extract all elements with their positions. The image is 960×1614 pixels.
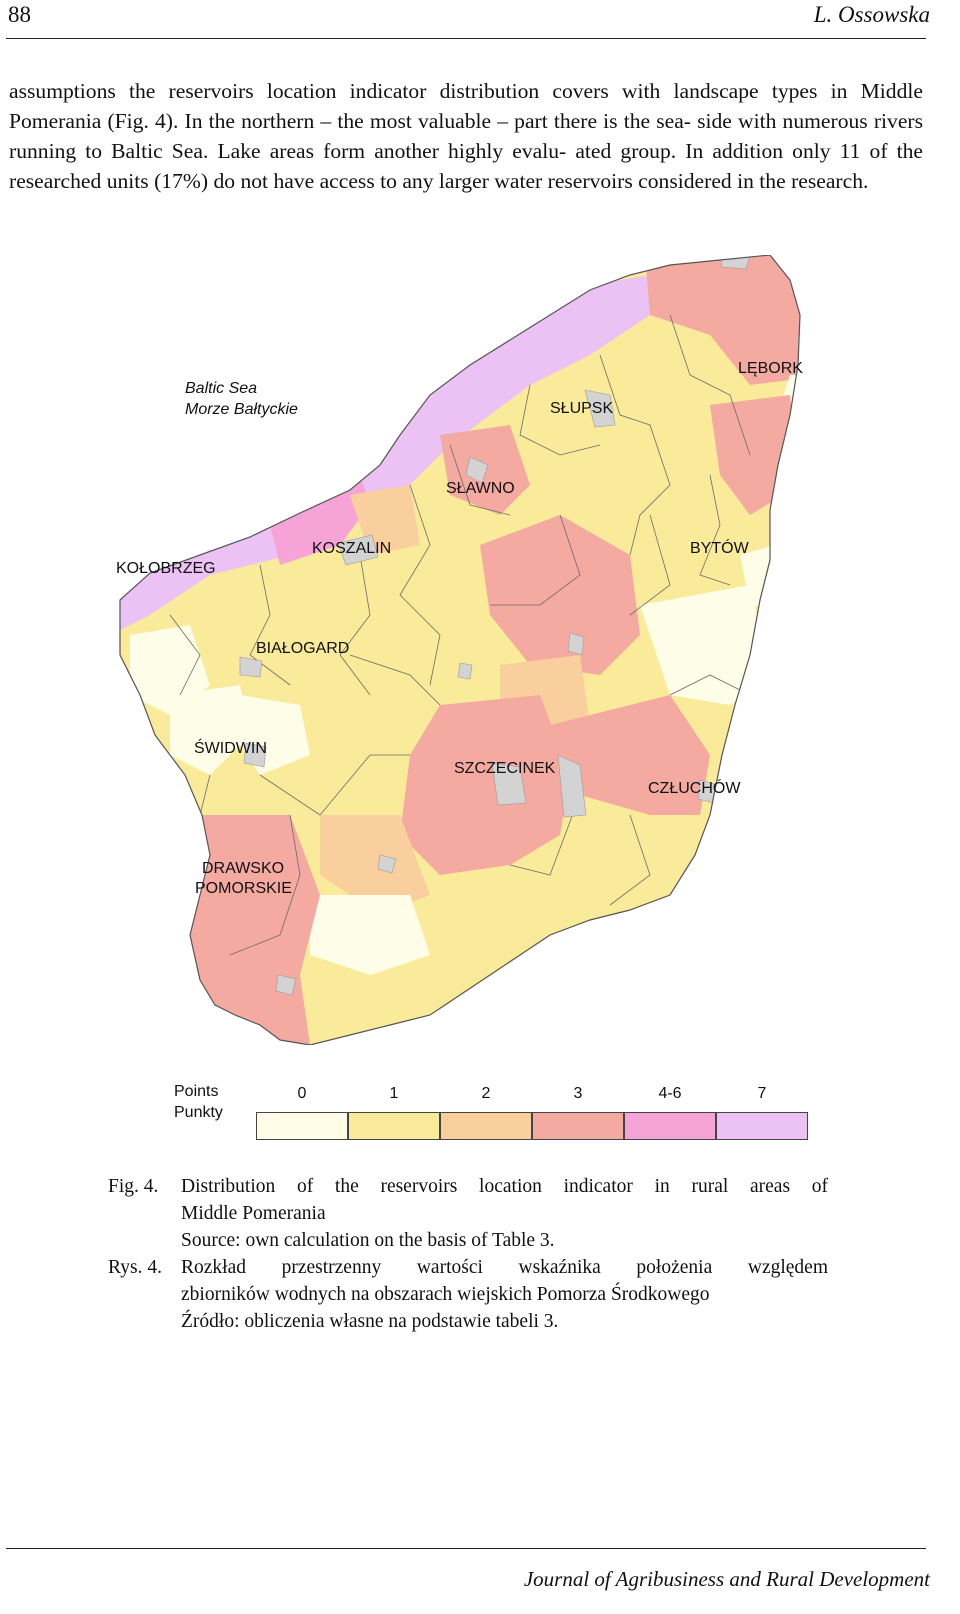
figure-caption-pl <box>108 1254 828 1336</box>
caption-line: Rozkład przestrzenny wartości wskaźnika położenia względem <box>181 1257 828 1278</box>
legend-swatch <box>348 1112 440 1140</box>
figure-label: Fig. 4. <box>108 1176 159 1197</box>
legend-title-pl: Punkty <box>174 1104 223 1121</box>
caption-source: Source: own calculation on the basis of Table 3. <box>181 1230 555 1251</box>
legend-swatch <box>716 1112 808 1140</box>
running-author: L. Ossowska <box>813 2 930 27</box>
caption-line: Middle Pomerania <box>181 1203 326 1224</box>
figure-caption-en <box>108 1173 828 1255</box>
figure-label-pl: Rys. 4. <box>108 1257 162 1278</box>
caption-line: Distribution of the reservoirs location indicator in rural areas of <box>181 1176 828 1197</box>
town-label-lebork: LĘBORK <box>738 360 803 377</box>
town-label-kolobrzeg: KOŁOBRZEG <box>116 560 216 577</box>
town-label-drawsko: DRAWSKO <box>202 860 285 877</box>
journal-name: Journal of Agribusiness and Rural Development <box>523 1567 930 1591</box>
town-label-slupsk: SŁUPSK <box>550 400 614 417</box>
sea-label-en: Baltic Sea <box>185 380 258 397</box>
header-rule <box>6 38 926 39</box>
body-line: side with numerous rivers running to Baltic Sea. Lake areas form another highly evalu- <box>9 109 923 163</box>
town-label-czluchow: CZŁUCHÓW <box>648 780 741 797</box>
town-label-koszalin: KOSZALIN <box>312 540 392 557</box>
footer-rule <box>6 1548 926 1549</box>
legend-swatch <box>256 1112 348 1140</box>
legend-value: 7 <box>757 1085 767 1102</box>
legend-title-en: Points <box>174 1083 219 1100</box>
choropleth-map <box>110 255 830 1045</box>
legend-value: 1 <box>389 1085 399 1102</box>
legend-value: 3 <box>573 1085 583 1102</box>
legend-swatch <box>440 1112 532 1140</box>
town-label-pomorskie: POMORSKIE <box>195 880 292 897</box>
caption-source: Źródło: obliczenia własne na podstawie tabeli 3. <box>181 1311 559 1332</box>
town-label-szczecinek: SZCZECINEK <box>454 760 556 777</box>
town-label-bytow: BYTÓW <box>690 540 749 557</box>
caption-line: zbiorników wodnych na obszarach wiejskich Pomorza Środkowego <box>181 1284 710 1305</box>
town-label-slawno: SŁAWNO <box>446 480 515 497</box>
legend-swatch <box>532 1112 624 1140</box>
legend-value: 0 <box>297 1085 307 1102</box>
page-number: 88 <box>8 2 31 27</box>
body-line: ated group. In addition only 11 of the researched units (17%) do not have access to any <box>9 139 923 193</box>
town-label-swidwin: ŚWIDWIN <box>194 740 267 757</box>
sea-label-pl: Morze Bałtyckie <box>185 401 298 418</box>
body-line: Middle Pomerania (Fig. 4). In the northern – the most valuable – part there is the sea- <box>9 79 923 133</box>
legend-value: 4-6 <box>658 1085 682 1102</box>
legend-swatch <box>624 1112 716 1140</box>
body-line: larger water reservoirs considered in the research. <box>438 169 869 193</box>
body-paragraph <box>9 76 923 196</box>
legend-value: 2 <box>481 1085 491 1102</box>
body-line: assumptions the reservoirs location indicator distribution covers with landscape types in <box>9 79 848 103</box>
town-label-bialogard: BIAŁOGARD <box>256 640 350 657</box>
